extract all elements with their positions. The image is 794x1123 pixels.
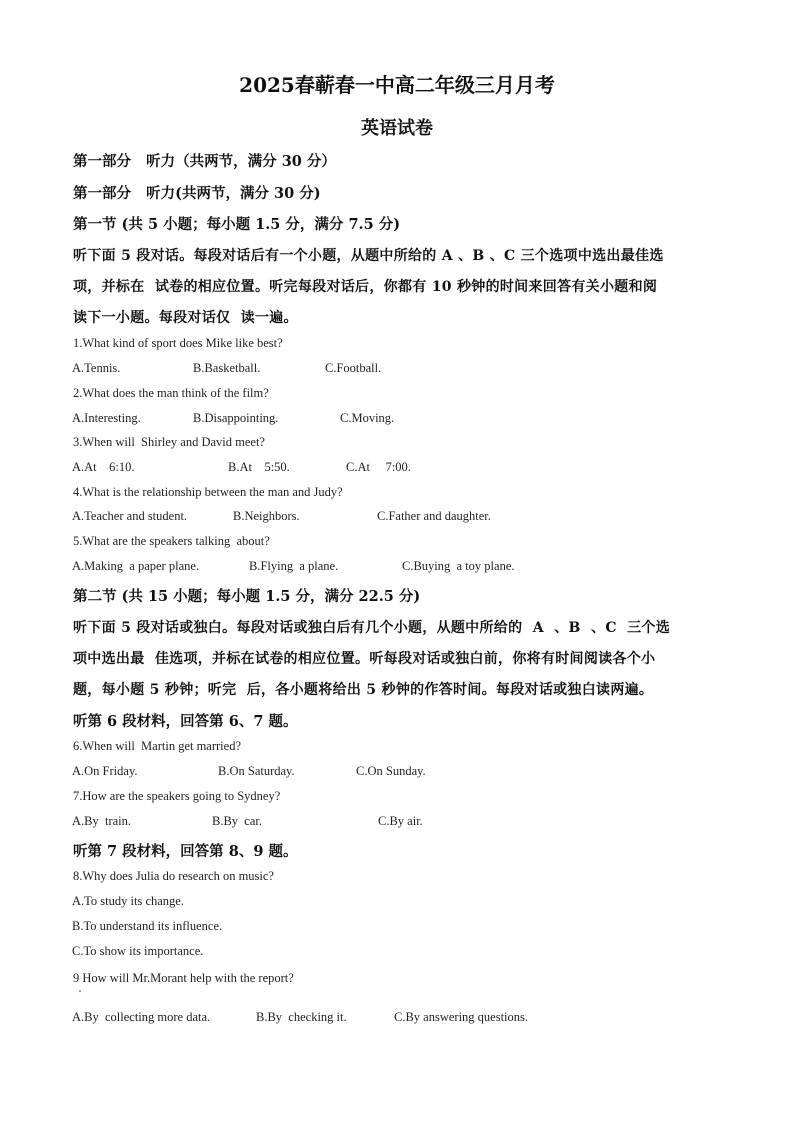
option-b: B.By checking it. (256, 1010, 347, 1024)
material-heading-7: 听第 7 段材料，回答第 8、9 题。 (73, 843, 298, 860)
option-c: C.At 7:00. (346, 460, 411, 474)
option-a: A.To study its change. (72, 894, 184, 908)
section1-instruction: 听下面 5 段对话。每段对话后有一个小题，从题中所给的 A 、B 、C 三个选项中选出最佳选 (73, 248, 664, 264)
question-8: 8.Why does Julia do research on music? (73, 869, 274, 883)
question-3: 3.When will Shirley and David meet? (73, 435, 265, 449)
exam-subtitle: 英语试卷 (361, 118, 433, 139)
question-9: 9 How will Mr.Morant help with the report? (73, 971, 294, 985)
option-b: B.Basketball. (193, 361, 261, 375)
option-c: C.Football. (325, 361, 382, 375)
option-b: B.Disappointing. (193, 411, 279, 425)
option-c: C.Buying a toy plane. (402, 559, 515, 573)
option-c: C.By air. (378, 814, 423, 828)
option-b: B.To understand its influence. (72, 919, 223, 933)
section2-instruction: 题，每小题 5 秒钟；听完 后，各小题将给出 5 秒钟的作答时间。每段对话或独白读两遍。 (73, 682, 654, 698)
question-4: 4.What is the relationship between the man and Judy? (73, 485, 343, 499)
part-heading-alt: 第一部分 听力(共两节，满分 30 分) (73, 185, 321, 202)
option-b: B.On Saturday. (218, 764, 295, 778)
exam-title: 2025春蕲春一中高二年级三月月考 (239, 73, 555, 97)
option-a: A.Tennis. (72, 361, 121, 375)
option-a: A.By collecting more data. (72, 1010, 211, 1024)
option-b: B.Flying a plane. (249, 559, 339, 573)
option-a: A.By train. (72, 814, 132, 828)
option-a: A.Teacher and student. (72, 509, 188, 523)
option-c: C.On Sunday. (356, 764, 426, 778)
question-5: 5.What are the speakers talking about? (73, 534, 270, 548)
part-heading: 第一部分 听力（共两节，满分 30 分） (73, 153, 336, 170)
option-b: B.At 5:50. (228, 460, 290, 474)
option-c: C.Moving. (340, 411, 395, 425)
section1-instruction: 读下一小题。每段对话仅 读一遍。 (73, 310, 298, 326)
material-heading-6: 听第 6 段材料，回答第 6、7 题。 (73, 713, 298, 730)
question-6: 6.When will Martin get married? (73, 739, 241, 753)
question-7: 7.How are the speakers going to Sydney? (73, 789, 281, 803)
section2-instruction: 项中选出最 佳选项，并标在试卷的相应位置。听每段对话或独白前，你将有时间阅读各个小 (73, 651, 656, 667)
option-a: A.On Friday. (72, 764, 138, 778)
option-b: B.Neighbors. (233, 509, 300, 523)
section1-heading: 第一节 (共 5 小题；每小题 1.5 分，满分 7.5 分) (73, 216, 401, 233)
option-a: A.At 6:10. (72, 460, 135, 474)
option-a: A.Making a paper plane. (72, 559, 200, 573)
question-2: 2.What does the man think of the film? (73, 386, 269, 400)
stray-mark (79, 990, 81, 992)
section2-instruction: 听下面 5 段对话或独白。每段对话或独白后有几个小题，从题中所给的 A 、B 、C 三个选 (73, 620, 671, 636)
option-c: C.By answering questions. (394, 1010, 529, 1024)
option-c: C.To show its importance. (72, 944, 204, 958)
option-c: C.Father and daughter. (377, 509, 491, 523)
option-a: A.Interesting. (72, 411, 141, 425)
option-b: B.By car. (212, 814, 262, 828)
section1-instruction: 项，并标在 试卷的相应位置。听完每段对话后，你都有 10 秒钟的时间来回答有关小题和阅 (73, 279, 658, 295)
question-1: 1.What kind of sport does Mike like best? (73, 336, 283, 350)
section2-heading: 第二节 (共 15 小题；每小题 1.5 分，满分 22.5 分) (73, 588, 421, 605)
